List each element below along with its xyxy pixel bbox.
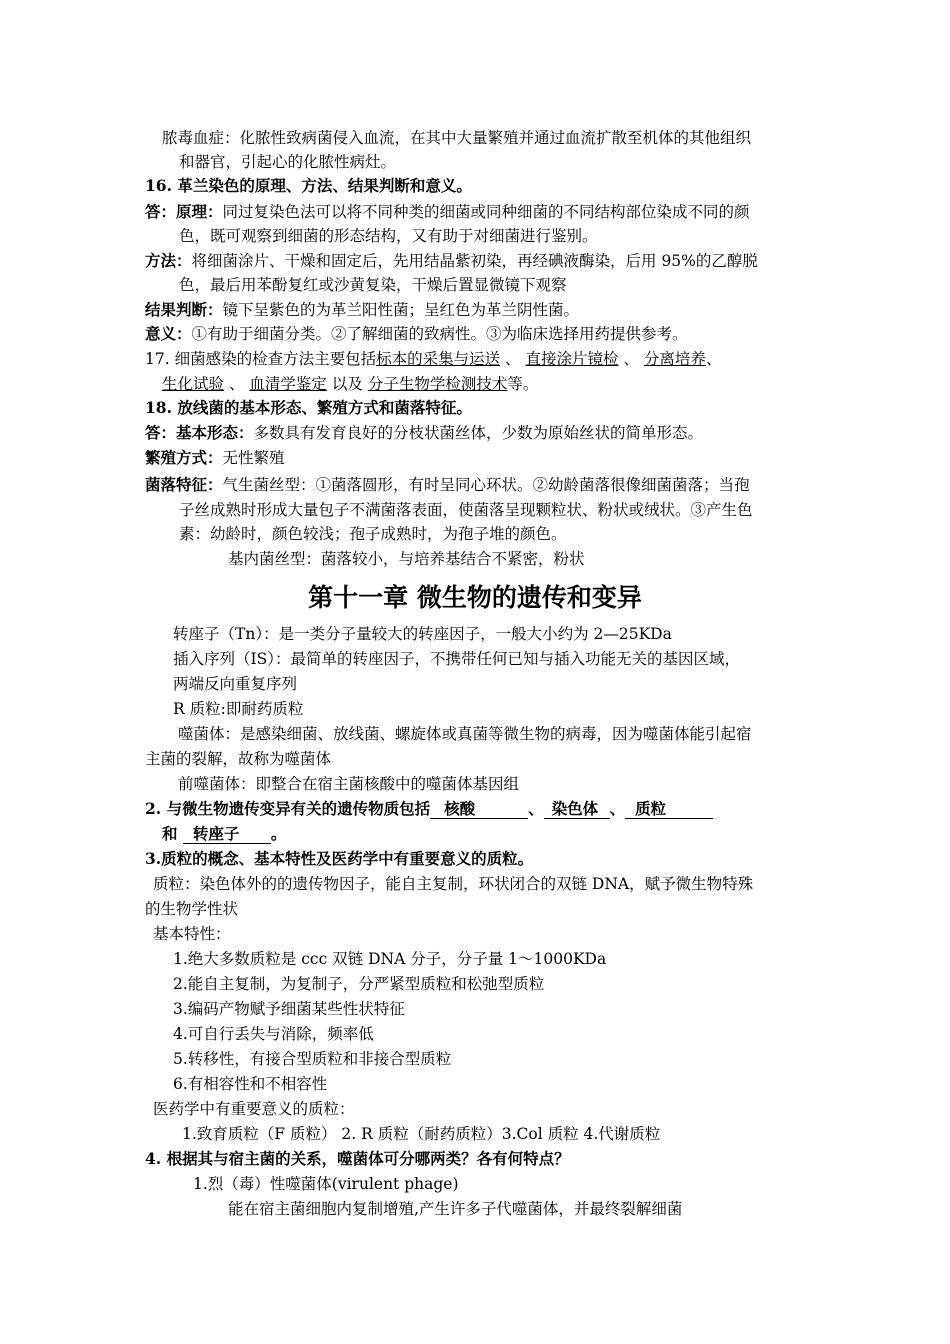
q17-sep: 、: [623, 350, 639, 368]
q17-blank-4: 生化试验: [162, 375, 225, 393]
q16-significance-line: [145, 322, 688, 346]
q17-blank-3: 分离培养: [643, 350, 706, 368]
q18-colony-label: 菌落特征：: [145, 475, 223, 494]
prophage-definition: 前噬菌体：即整合在宿主菌核酸中的噬菌体基因组: [178, 775, 520, 793]
q2-and: 和: [162, 824, 178, 843]
q2-sep: 、: [528, 799, 544, 818]
q16-principle-line-1: [145, 200, 750, 224]
plasmid-property-1: 1.绝大多数质粒是 ccc 双链 DNA 分子，分子量 1～1000KDa: [173, 950, 607, 968]
q18-morphology-text: 多数具有发育良好的分枝状菌丝体，少数为原始丝状的简单形态。: [253, 424, 704, 442]
q16-significance-label: 意义：: [145, 324, 192, 343]
insertion-sequence-line-1: 插入序列（IS）：最简单的转座因子，不携带任何已知与插入功能无关的基因区域，: [173, 650, 740, 668]
medical-plasmids-label: 医药学中有重要意义的质粒：: [153, 1100, 355, 1118]
question-4-heading: 4. 根据其与宿主菌的关系，噬菌体可分哪两类？各有何特点？: [145, 1149, 570, 1168]
q17-end: 等。: [507, 375, 539, 393]
phage-definition-line-1: 噬菌体：是感染细菌、放线菌、螺旋体或真菌等微生物的病毒，因为噬菌体能引起宿: [178, 725, 752, 743]
q2-end: 。: [270, 824, 287, 843]
q2-blank-3: 质粒: [625, 799, 713, 819]
q18-reproduction-label: 繁殖方式：: [145, 448, 223, 467]
q17-blank-1: 标本的采集与运送: [376, 350, 501, 368]
q18-morphology-line: [145, 421, 703, 445]
question-17-line-2: [162, 372, 538, 396]
q18-colony-line-4: 基内菌丝型：菌落较小，与培养基结合不紧密，粉状: [228, 550, 585, 568]
plasmid-basic-properties-label: 基本特性：: [153, 925, 231, 943]
q2-sep: 、: [609, 799, 626, 818]
q16-method-line-1: [145, 249, 758, 273]
plasmid-property-2: 2.能自主复制，为复制子，分严紧型质粒和松弛型质粒: [173, 975, 545, 993]
q16-method-line-2: 色，最后用苯酚复红或沙黄复染，干燥后置显微镜下观察: [179, 276, 567, 294]
q2-blank-1: 核酸: [430, 799, 528, 819]
transposon-definition: 转座子（Tn）：是一类分子量较大的转座因子，一般大小约为 2—25KDa: [173, 625, 672, 643]
insertion-sequence-line-2: 两端反向重复序列: [173, 675, 298, 693]
plasmid-property-5: 5.转移性，有接合型质粒和非接合型质粒: [173, 1050, 452, 1068]
plasmid-definition-line-1: 质粒：染色体外的的遗传物因子，能自主复制，环状闭合的双链 DNA，赋予微生物特殊: [153, 875, 754, 893]
chapter-title: 第十一章 微生物的遗传和变异: [308, 583, 642, 612]
plasmid-property-3: 3.编码产物赋予细菌某些性状特征: [173, 1000, 405, 1018]
question-16-heading: 16. 革兰染色的原理、方法、结果判断和意义。: [145, 176, 472, 195]
q17-sep: 、: [505, 350, 521, 368]
q18-answer-label: 答：基本形态：: [145, 423, 254, 442]
q16-result-label: 结果判断：: [145, 300, 223, 319]
question-2-line-2: [162, 822, 286, 846]
plasmid-property-4: 4.可自行丢失与消除，频率低: [173, 1025, 374, 1043]
q17-blank-2: 直接涂片镜检: [525, 350, 619, 368]
q17-sep: 、: [705, 350, 722, 368]
question-18-heading: 18. 放线菌的基本形态、繁殖方式和菌落特征。: [145, 398, 472, 417]
sepsis-line-2: 和器官，引起心的化脓性病灶。: [179, 153, 397, 171]
r-plasmid-definition: R 质粒:即耐药质粒: [173, 700, 304, 718]
phage-definition-line-2: 主菌的裂解，故称为噬菌体: [145, 750, 332, 768]
q18-reproduction-text: 无性繁殖: [222, 449, 285, 467]
q18-colony-line-1: [145, 473, 750, 497]
q16-method-text: 将细菌涂片、干燥和固定后，先用结晶紫初染，再经碘液酶染，后用 95%的乙醇脱: [191, 252, 758, 270]
q18-colony-line-3: 素：幼龄时，颜色较浅；孢子成熟时，为孢子堆的颜色。: [179, 525, 567, 543]
q16-principle-line-2: 色，既可观察到细菌的形态结构，又有助于对细菌进行鉴别。: [179, 227, 598, 245]
q2-blank-4: 转座子: [183, 824, 271, 844]
q17-mid: 以及: [331, 375, 363, 393]
question-3-heading: 3.质粒的概念、基本特性及医药学中有重要意义的质粒。: [145, 849, 534, 868]
q17-sep: 、: [228, 375, 245, 393]
virulent-phage-description: 能在宿主菌细胞内复制增殖,产生许多子代噬菌体，并最终裂解细菌: [228, 1200, 683, 1218]
q2-blank-2: 染色体: [544, 799, 610, 819]
q18-colony-line-2: 子丝成熟时形成大量包子不满菌落表面，使菌落呈现颗粒状、粉状或绒状。③产生色: [179, 501, 753, 519]
q17-blank-6: 分子生物学检测技术: [367, 375, 508, 393]
plasmid-property-6: 6.有相容性和不相容性: [173, 1075, 328, 1093]
virulent-phage-heading: 1.烈（毒）性噬菌体(virulent phage): [193, 1175, 459, 1193]
sepsis-line-1: 脓毒血症：化脓性致病菌侵入血流，在其中大量繁殖并通过血流扩散至机体的其他组织: [162, 129, 752, 147]
q18-reproduction-line: [145, 446, 285, 470]
q16-result-text: 镜下呈紫色的为革兰阳性菌；呈红色为革兰阴性菌。: [222, 301, 580, 319]
q16-answer-label: 答：原理：: [145, 202, 223, 221]
q16-significance-text: ①有助于细菌分类。②了解细菌的致病性。③为临床选择用药提供参考。: [191, 325, 688, 343]
q18-colony-text: 气生菌丝型：①菌落圆形，有时呈同心环状。②幼龄菌落很像细菌菌落；当孢: [222, 476, 750, 494]
q16-principle-text: 同过复染色法可以将不同种类的细菌或同种细菌的不同结构部位染成不同的颜: [222, 203, 750, 221]
q16-result-line: [145, 298, 579, 322]
question-2-line-1: [145, 797, 713, 821]
medical-plasmids-list: 1.致育质粒（F 质粒） 2. R 质粒（耐药质粒）3.Col 质粒 4.代谢质粒: [182, 1125, 661, 1143]
q17-blank-5: 血清学鉴定: [249, 375, 327, 393]
question-17-line-1: [145, 347, 721, 371]
q17-prefix: 17. 细菌感染的检查方法主要包括: [145, 350, 377, 368]
q16-method-label: 方法：: [145, 251, 192, 270]
q2-prefix: 2. 与微生物遗传变异有关的遗传物质包括: [145, 799, 431, 818]
plasmid-definition-line-2: 的生物学性状: [145, 900, 239, 918]
